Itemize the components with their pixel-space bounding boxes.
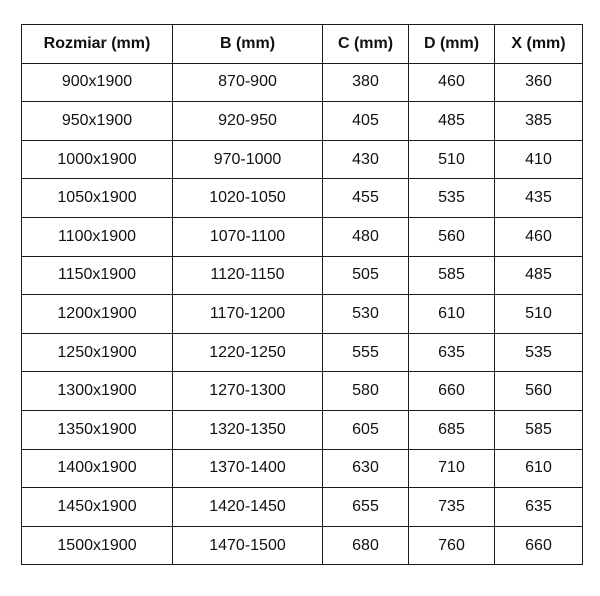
header-row bbox=[22, 25, 583, 64]
cell-x: 460 bbox=[495, 217, 583, 256]
cell-c: 530 bbox=[323, 295, 409, 334]
cell-d: 710 bbox=[409, 449, 495, 488]
cell-c: 580 bbox=[323, 372, 409, 411]
header-d: D (mm) bbox=[409, 25, 495, 64]
cell-d: 460 bbox=[409, 63, 495, 102]
header-c: C (mm) bbox=[323, 25, 409, 64]
cell-x: 610 bbox=[495, 449, 583, 488]
cell-b: 1070-1100 bbox=[173, 217, 323, 256]
table-row bbox=[22, 217, 583, 256]
cell-size: 1300x1900 bbox=[22, 372, 173, 411]
cell-x: 535 bbox=[495, 333, 583, 372]
cell-d: 660 bbox=[409, 372, 495, 411]
cell-b: 1120-1150 bbox=[173, 256, 323, 295]
cell-d: 510 bbox=[409, 140, 495, 179]
cell-b: 1420-1450 bbox=[173, 488, 323, 527]
cell-x: 435 bbox=[495, 179, 583, 218]
cell-c: 655 bbox=[323, 488, 409, 527]
cell-b: 1020-1050 bbox=[173, 179, 323, 218]
cell-x: 585 bbox=[495, 410, 583, 449]
cell-c: 605 bbox=[323, 410, 409, 449]
cell-size: 1500x1900 bbox=[22, 526, 173, 565]
cell-x: 360 bbox=[495, 63, 583, 102]
cell-c: 380 bbox=[323, 63, 409, 102]
cell-x: 410 bbox=[495, 140, 583, 179]
cell-size: 1400x1900 bbox=[22, 449, 173, 488]
cell-x: 510 bbox=[495, 295, 583, 334]
cell-d: 535 bbox=[409, 179, 495, 218]
cell-d: 610 bbox=[409, 295, 495, 334]
cell-b: 1220-1250 bbox=[173, 333, 323, 372]
cell-b: 1320-1350 bbox=[173, 410, 323, 449]
cell-x: 485 bbox=[495, 256, 583, 295]
cell-size: 1450x1900 bbox=[22, 488, 173, 527]
table-row bbox=[22, 333, 583, 372]
table-row bbox=[22, 295, 583, 334]
header-size: Rozmiar (mm) bbox=[22, 25, 173, 64]
cell-size: 950x1900 bbox=[22, 102, 173, 141]
dimensions-table bbox=[21, 24, 583, 565]
cell-b: 1370-1400 bbox=[173, 449, 323, 488]
cell-b: 970-1000 bbox=[173, 140, 323, 179]
cell-size: 1100x1900 bbox=[22, 217, 173, 256]
table-body bbox=[22, 63, 583, 565]
table-row bbox=[22, 179, 583, 218]
table-row bbox=[22, 526, 583, 565]
cell-b: 1470-1500 bbox=[173, 526, 323, 565]
table-row bbox=[22, 449, 583, 488]
cell-d: 635 bbox=[409, 333, 495, 372]
cell-size: 1200x1900 bbox=[22, 295, 173, 334]
table-header bbox=[22, 25, 583, 64]
cell-d: 685 bbox=[409, 410, 495, 449]
cell-b: 870-900 bbox=[173, 63, 323, 102]
cell-c: 480 bbox=[323, 217, 409, 256]
cell-d: 485 bbox=[409, 102, 495, 141]
cell-size: 1150x1900 bbox=[22, 256, 173, 295]
cell-b: 1270-1300 bbox=[173, 372, 323, 411]
cell-d: 760 bbox=[409, 526, 495, 565]
header-x: X (mm) bbox=[495, 25, 583, 64]
cell-x: 560 bbox=[495, 372, 583, 411]
cell-c: 680 bbox=[323, 526, 409, 565]
table-row bbox=[22, 102, 583, 141]
table-row bbox=[22, 372, 583, 411]
cell-c: 555 bbox=[323, 333, 409, 372]
cell-c: 405 bbox=[323, 102, 409, 141]
cell-d: 735 bbox=[409, 488, 495, 527]
cell-size: 1000x1900 bbox=[22, 140, 173, 179]
table-row bbox=[22, 410, 583, 449]
cell-c: 505 bbox=[323, 256, 409, 295]
cell-b: 920-950 bbox=[173, 102, 323, 141]
cell-x: 635 bbox=[495, 488, 583, 527]
cell-d: 560 bbox=[409, 217, 495, 256]
cell-d: 585 bbox=[409, 256, 495, 295]
table-row bbox=[22, 488, 583, 527]
table-row bbox=[22, 140, 583, 179]
cell-size: 1350x1900 bbox=[22, 410, 173, 449]
cell-size: 900x1900 bbox=[22, 63, 173, 102]
cell-c: 455 bbox=[323, 179, 409, 218]
cell-b: 1170-1200 bbox=[173, 295, 323, 334]
cell-c: 630 bbox=[323, 449, 409, 488]
table-row bbox=[22, 256, 583, 295]
cell-size: 1050x1900 bbox=[22, 179, 173, 218]
cell-size: 1250x1900 bbox=[22, 333, 173, 372]
header-b: B (mm) bbox=[173, 25, 323, 64]
cell-x: 385 bbox=[495, 102, 583, 141]
table-row bbox=[22, 63, 583, 102]
cell-c: 430 bbox=[323, 140, 409, 179]
cell-x: 660 bbox=[495, 526, 583, 565]
